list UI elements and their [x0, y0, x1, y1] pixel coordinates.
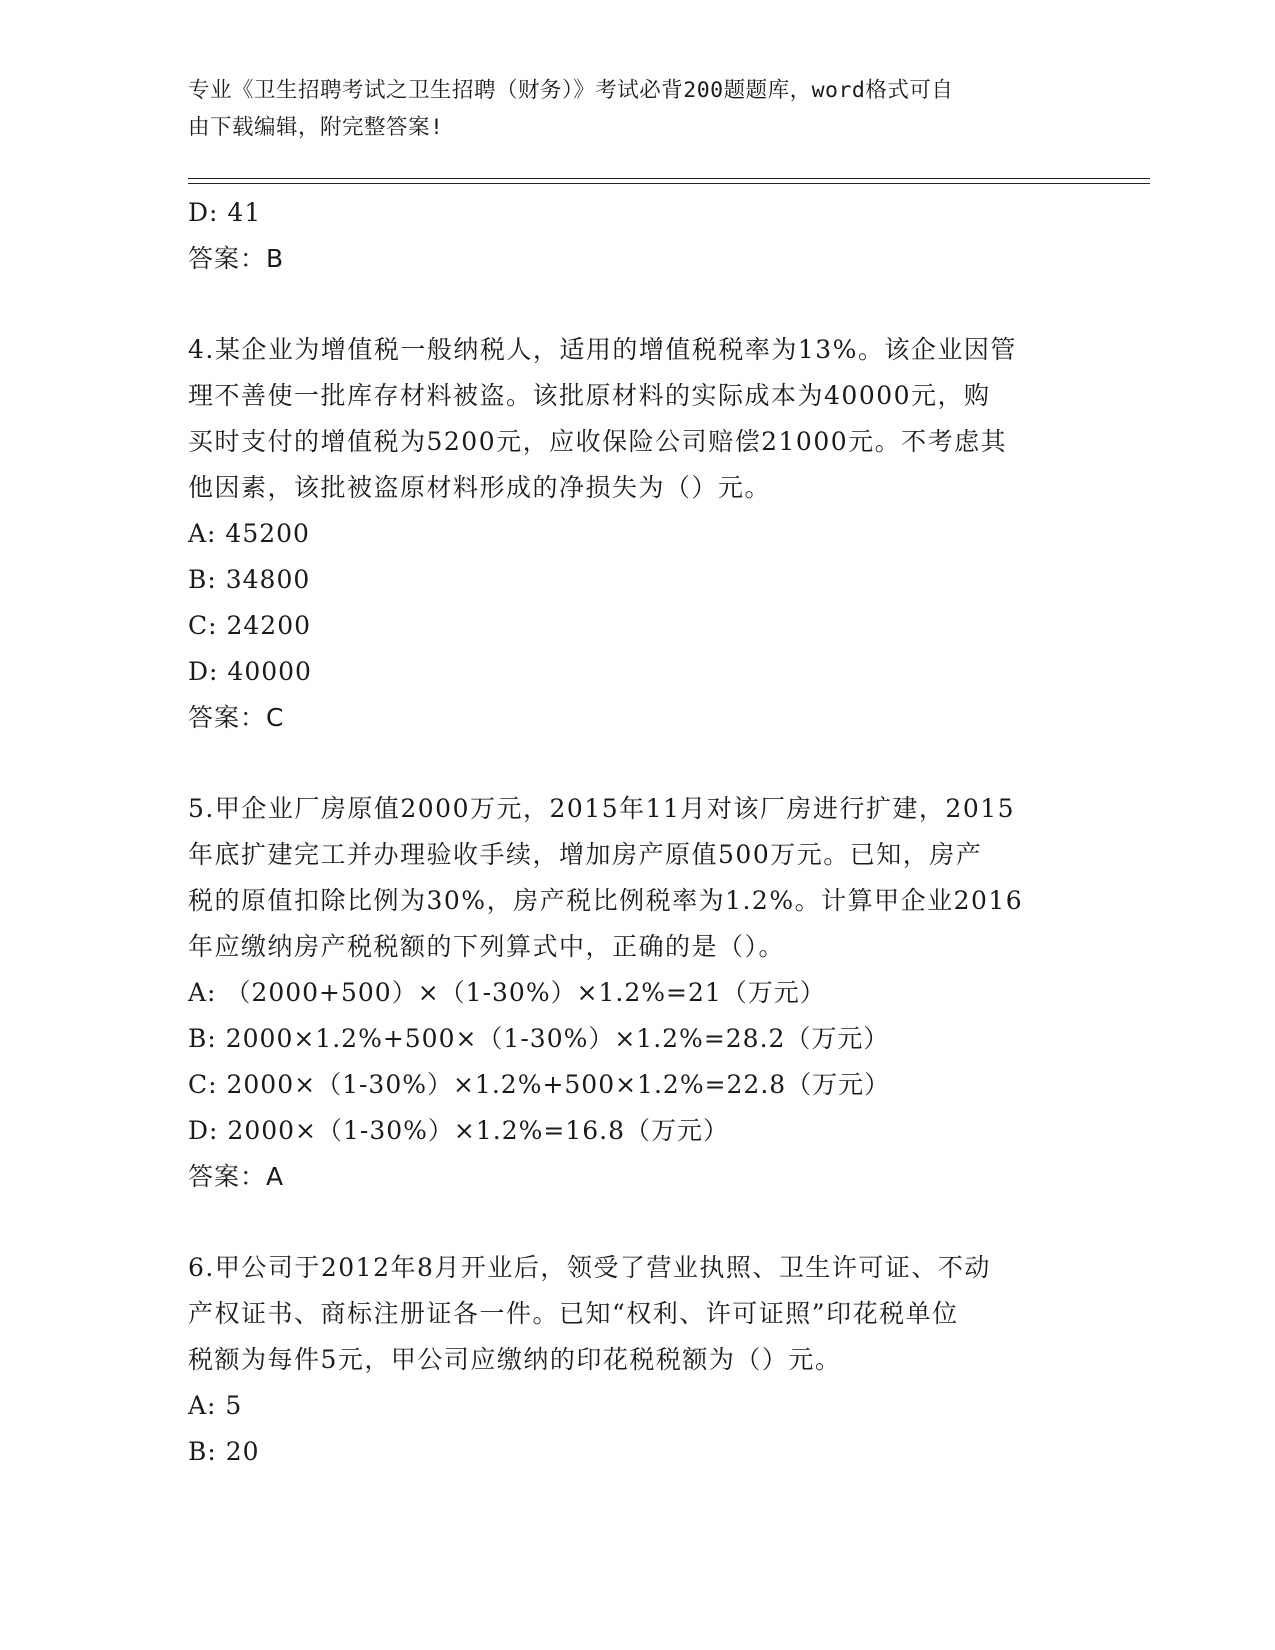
q5-option-a: A: （2000+500）×（1-30%）×1.2%=21（万元） [188, 978, 826, 1007]
q5-answer: 答案：A [188, 1162, 285, 1191]
q4-answer: 答案：C [188, 703, 285, 732]
q5-stem-line: 年底扩建完工并办理验收手续，增加房产原值500万元。已知，房产 [188, 840, 983, 869]
q5-option-c: C: 2000×（1-30%）×1.2%+500×1.2%=22.8（万元） [188, 1070, 891, 1099]
header-divider-top [188, 178, 1150, 179]
q5-stem-line: 税的原值扣除比例为30%，房产税比例税率为1.2%。计算甲企业2016 [188, 886, 1024, 915]
q5-stem [188, 786, 1088, 970]
q4-option-a: A: 45200 [188, 519, 310, 548]
q6-option-a: A: 5 [188, 1391, 243, 1420]
q4-stem-line: 理不善使一批库存材料被盗。该批原材料的实际成本为40000元，购 [188, 381, 991, 410]
header-line-1: 专业《卫生招聘考试之卫生招聘（财务）》考试必背200题题库，word格式可自 [188, 78, 954, 103]
q6-stem-line: 产权证书、商标注册证各一件。已知“权利、许可证照”印花税单位 [188, 1299, 959, 1328]
q4-stem-line: 买时支付的增值税为5200元，应收保险公司赔偿21000元。不考虑其 [188, 427, 1008, 456]
q4-option-c: C: 24200 [188, 611, 312, 640]
q4-stem [188, 327, 1088, 511]
question-6 [188, 1245, 1088, 1475]
question-5 [188, 786, 1088, 1200]
q5-option-d: D: 2000×（1-30%）×1.2%=16.8（万元） [188, 1116, 729, 1145]
q3-answer: 答案：B [188, 244, 285, 273]
q6-stem-line: 税额为每件5元，甲公司应缴纳的印花税税额为（）元。 [188, 1345, 842, 1374]
q6-stem [188, 1245, 1088, 1383]
q6-option-b: B: 20 [188, 1437, 260, 1466]
q4-stem-line: 他因素，该批被盗原材料形成的净损失为（）元。 [188, 473, 772, 502]
question-content [188, 190, 1088, 1475]
q4-option-d: D: 40000 [188, 657, 312, 686]
q4-option-b: B: 34800 [188, 565, 311, 594]
q6-stem-line: 6.甲公司于2012年8月开业后，领受了营业执照、卫生许可证、不动 [188, 1253, 991, 1282]
header-divider-bottom [188, 183, 1150, 184]
q5-stem-line: 5.甲企业厂房原值2000万元，2015年11月对该厂房进行扩建，2015 [188, 794, 1016, 823]
q5-stem-line: 年应缴纳房产税税额的下列算式中，正确的是（）。 [188, 932, 786, 961]
question-4 [188, 327, 1088, 741]
q4-stem-line: 4.某企业为增值税一般纳税人，适用的增值税税率为13%。该企业因管 [188, 335, 1017, 364]
header-line-2: 由下载编辑，附完整答案! [188, 115, 444, 140]
document-header [188, 72, 1068, 146]
q3-option-d: D: 41 [188, 198, 262, 227]
q5-option-b: B: 2000×1.2%+500×（1-30%）×1.2%=28.2（万元） [188, 1024, 890, 1053]
